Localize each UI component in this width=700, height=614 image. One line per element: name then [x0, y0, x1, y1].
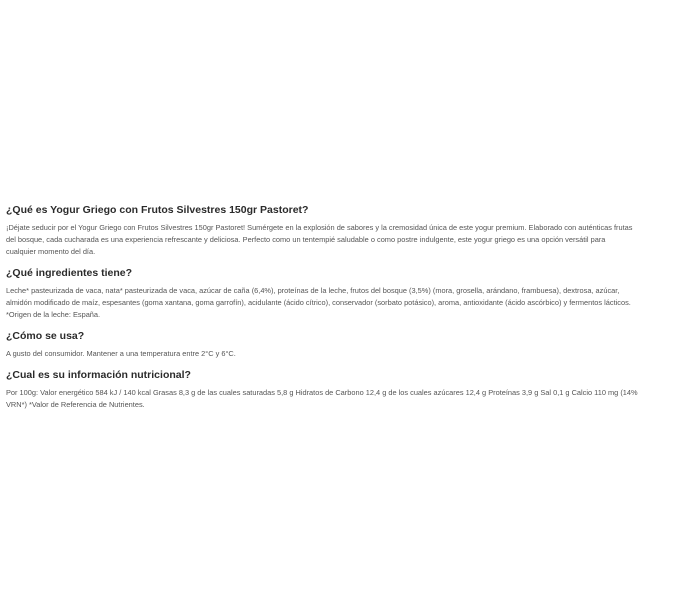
section-heading: ¿Cual es su información nutricional?	[6, 369, 191, 381]
section-heading: ¿Cómo se usa?	[6, 330, 85, 342]
section-body	[6, 222, 696, 258]
section-usage	[6, 330, 696, 360]
section-nutrition	[6, 369, 696, 411]
section-body	[6, 285, 696, 321]
text-line: Por 100g: Valor energético 584 kJ / 140 kcal Grasas 8,3 g de las cuales saturadas 5,8 g Hidratos de Carbono 12,4 g de los cuales azúcares 12,4 g Proteínas 3,9 g Sal 0,1 g Calcio 110 mg (14%	[6, 388, 638, 397]
text-line: almidón modificado de maíz, espesantes (goma xantana, goma garrofín), acidulante (ácido cítrico), conservador (sorbato potásico), aroma, antioxidante (ácido ascórbico) y fermentos lácticos.	[6, 298, 631, 307]
section-body	[6, 348, 696, 360]
text-line: VRN*) *Valor de Referencia de Nutrientes.	[6, 400, 145, 409]
section-heading: ¿Qué ingredientes tiene?	[6, 267, 133, 279]
text-line: A gusto del consumidor. Mantener a una temperatura entre 2°C y 6°C.	[6, 349, 236, 358]
text-line: *Origen de la leche: España.	[6, 310, 101, 319]
section-heading: ¿Qué es Yogur Griego con Frutos Silvestres 150gr Pastoret?	[6, 204, 309, 216]
text-line: Leche* pasteurizada de vaca, nata* pasteurizada de vaca, azúcar de caña (6,4%), proteínas de la leche, frutos del bosque (3,5%) (mora, grosella, arándano, frambuesa), dextrosa, azúcar,	[6, 286, 620, 295]
text-line: del bosque, cada cucharada es una experiencia refrescante y deliciosa. Perfecto como un tentempié saludable o como postre indulgente, este yogur griego es una opción versátil para	[6, 235, 606, 244]
section-ingredients	[6, 267, 696, 321]
section-body	[6, 387, 696, 411]
text-line: ¡Déjate seducir por el Yogur Griego con Frutos Silvestres 150gr Pastoret! Sumérgete en la explosión de sabores y la cremosidad única de este yogur premium. Elaborado con auténticas frutas	[6, 223, 633, 232]
product-description	[6, 204, 696, 420]
section-what-is	[6, 204, 696, 258]
text-line: cualquier momento del día.	[6, 247, 96, 256]
